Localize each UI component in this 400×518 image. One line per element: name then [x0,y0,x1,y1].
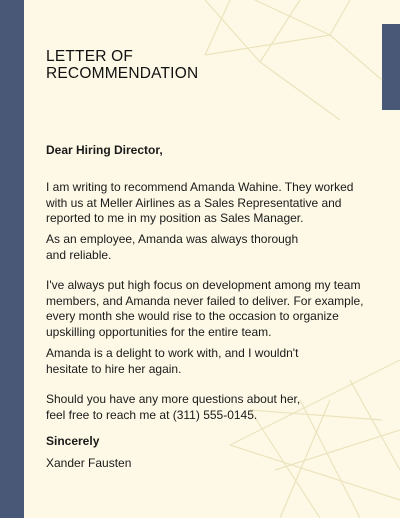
signature-name: Xander Fausten [46,456,132,470]
left-accent-bar [0,0,24,518]
paragraph-line: As an employee, Amanda was always thorough [46,232,299,246]
paragraph-line: I am writing to recommend Amanda Wahine. They worked [46,180,354,194]
paragraph-line: and reliable. [46,247,112,262]
paragraph-delight [46,346,366,377]
paragraph-line: hesitate to hire her again. [46,361,182,376]
paragraph-line: I've always put high focus on development among my team [46,278,361,292]
paragraph-line: reported to me in my position as Sales Manager. [46,211,304,225]
paragraph-line: members, and Amanda never failed to deliver. For example, [46,293,364,308]
paragraph-development [46,278,366,340]
paragraph-line: upskilling opportunities for the entire team. [46,324,272,339]
paragraph-line: feel free to reach me at (311) 555-0145. [46,407,258,422]
paragraph-intro [46,180,366,227]
salutation: Dear Hiring Director, [46,143,163,157]
paragraph-line: with us at Meller Airlines as a Sales Representative and [46,195,342,210]
paragraph-line: every month she would rise to the occasion to organize [46,309,339,323]
paragraph-line: Amanda is a delight to work with, and I wouldn't [46,346,299,360]
letter-title-line-1: LETTER OF [46,48,134,65]
paragraph-line: Should you have any more questions about her, [46,392,301,406]
paragraph-contact [46,392,366,423]
closing: Sincerely [46,434,100,448]
letter-title-line-2: RECOMMENDATION [46,65,199,82]
paragraph-employee [46,232,366,263]
right-accent-tab [382,24,400,110]
letter-title [46,48,286,82]
